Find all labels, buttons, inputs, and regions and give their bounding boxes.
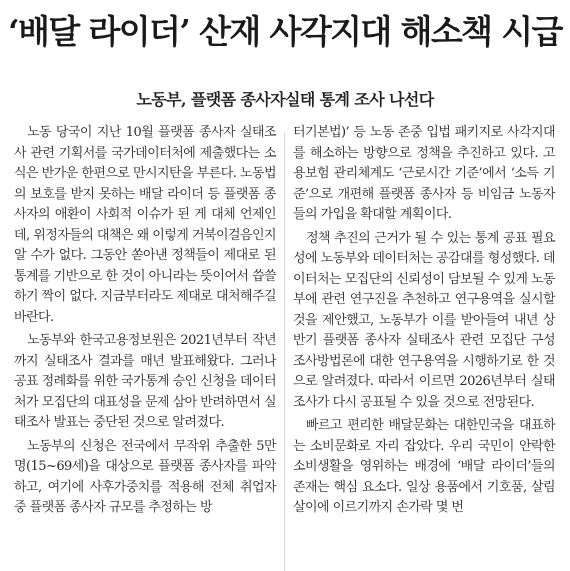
article-paragraph: 노동부의 신청은 전국에서 무작위 추출한 5만 명(15~69세)을 대상으로 플랫폼 종사자를 파악하고, 여기에 사후가중치를 적용해 전체 취업자 중 플랫폼 종사자 규모를 추정하는 방 <box>14 438 276 515</box>
article-paragraph-continued: 터기본법)’ 등 노동 존중 입법 패키지로 사각지대를 해소하는 방향으로 정책을 추진하고 있다. 고용보험 관리체계도 ‘근로시간 기준’에서 ‘소득 기준’으로 개편해 플랫폼 종사자 등 비임금 노동자들의 가입을 확대할 계획이다. <box>293 125 555 222</box>
article-column-right <box>293 123 555 519</box>
subheadline: 노동부, 플랫폼 종사자실태 통계 조사 나선다 <box>136 90 434 109</box>
article-paragraph: 정책 추진의 근거가 될 수 있는 통계 공표 필요성에 노동부와 데이터처는 공감대를 형성했다. 데이터처는 모집단의 신뢰성이 담보될 수 있게 노동부에 관련 연구진을 추천하고 연구용역을 실시할 것을 제안했고, 노동부가 이를 받아들여 내년 상반기 플랫폼 종사자 실태조사 관련 모집단 구성 조사방법론에 대한 연구용역을 시행하기로 한 것으로 알려졌다. 따라서 이르면 2026년부터 실태조사가 다시 공표될 수 있을 것으로 전망된다. <box>293 230 555 410</box>
column-divider <box>284 133 285 571</box>
article-paragraph: 빠르고 편리한 배달문화는 대한민국을 대표하는 소비문화로 자리 잡았다. 우리 국민이 안락한 소비생활을 영위하는 배경에 ‘배달 라이더’들의 존재는 핵심 요소다. 일상 용품에서 기호품, 살림살이에 이르기까지 손가락 몇 번 <box>293 418 555 515</box>
article-paragraph: 노동 당국이 지난 10월 플랫폼 종사자 실태조사 관련 기획서를 국가데이터처에 제출했다는 소식은 반가운 한편으로 만시지탄을 부른다. 노동법의 보호를 받지 못하는 배달 라이더 등 플랫폼 종사자의 애환이 사회적 이슈가 된 게 대체 언제인데, 위정자들의 대책은 왜 이렇게 거북이걸음인지 알 수가 없다. 그동안 쏟아낸 정책들이 제대로 된 통계를 기반으로 한 것이 아니라는 뜻이어서 씁쓸하기 짝이 없다. 지금부터라도 제대로 대처해주길 바란다. <box>14 125 276 325</box>
article-column-left <box>14 123 276 519</box>
headline: ‘배달 라이더’ 산재 사각지대 해소책 시급 <box>8 12 562 51</box>
article-paragraph: 노동부와 한국고용정보원은 2021년부터 작년까지 실태조사 결과를 매년 발표해왔다. 그러나 공표 정례화를 위한 국가통계 승인 신청을 데이터처가 모집단의 대표성을 문제 삼아 반려하면서 실태조사 발표는 중단된 것으로 알려졌다. <box>14 333 276 430</box>
